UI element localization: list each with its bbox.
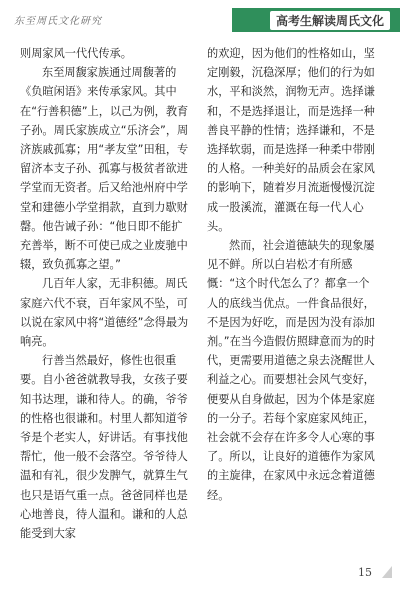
paragraph: 行善当然最好，修性也很重要。自小爸爸就教导我，女孩子要知书达理，谦和待人。的确，爷爷的性格也很谦和。村里人都知道爷爷是个老实人，好讲话。有事找他帮忙，他一般不会落空。爷爷待人温和有礼，很少发脾气，就算生气也只是语气重一点。爸爸同样也是心地善良，待人温和。谦和的人总能受到大家 [20,354,188,541]
page-header [0,0,400,36]
paragraph: 东至周馥家族通过周馥著的《负暄闲语》来传承家风。其中在“行善积德”上，以己为例，教育子孙。周氏家族成立“乐济会”，周济族戚孤寡；用“孝友堂”田租，专留济本支子孙、孤寡与极贫者欲进学堂而无资者。后又给池州府中学堂和建德小学堂捐款，直到力歇财罄。他告诫子孙：“他日即不能扩充善举，断不可使已成之业废驰中辍，致负孤寡之望。” [20,66,189,272]
journal-title: 东至周氏文化研究 [14,16,102,27]
paragraph: 几百年人家，无非积德。周氏家庭六代不衰，百年家风不坠，可以说在家风中将“道德经”念得最为响亮。 [20,277,189,349]
left-column [20,44,193,544]
paragraph: 然而，社会道德缺失的现象屡见不鲜。所以白岩松才有所感慨：“这个时代怎么了？都拿一个人的底线当优点。一件食品很好，不是因为好吃，而是因为没有添加剂。”在当今造假仿照肆意而为的时代，更需要用道德之泉去浇醒世人利益之心。而要想社会风气变好，便要从自身做起，因为个体是家庭的一分子。若每个家庭家风纯正，社会就不会存在许多令人心寒的事了。所以，让良好的道德作为家风的主旋律，在家风中永远念着道德经。 [207,239,376,502]
page-number: 15 [358,566,372,579]
paragraph: 的欢迎，因为他们的性格如山，坚定刚毅，沉稳深厚；他们的行为如水，平和淡然，润物无声。选择谦和，不是选择退让，而是选择一种善良平静的性情；选择谦和，不是选择软弱，而是选择一种柔中带刚的人格。一种美好的品质会在家风的影响下，随着岁月流逝慢慢沉淀成一股溪流，灌溉在每一代人心头。 [207,47,375,233]
article-body [20,44,380,544]
right-column [207,44,380,544]
paragraph: 则周家风一代代传承。 [20,47,132,60]
corner-triangle-decoration [382,566,392,578]
section-title: 高考生解读周氏文化 [270,11,390,30]
